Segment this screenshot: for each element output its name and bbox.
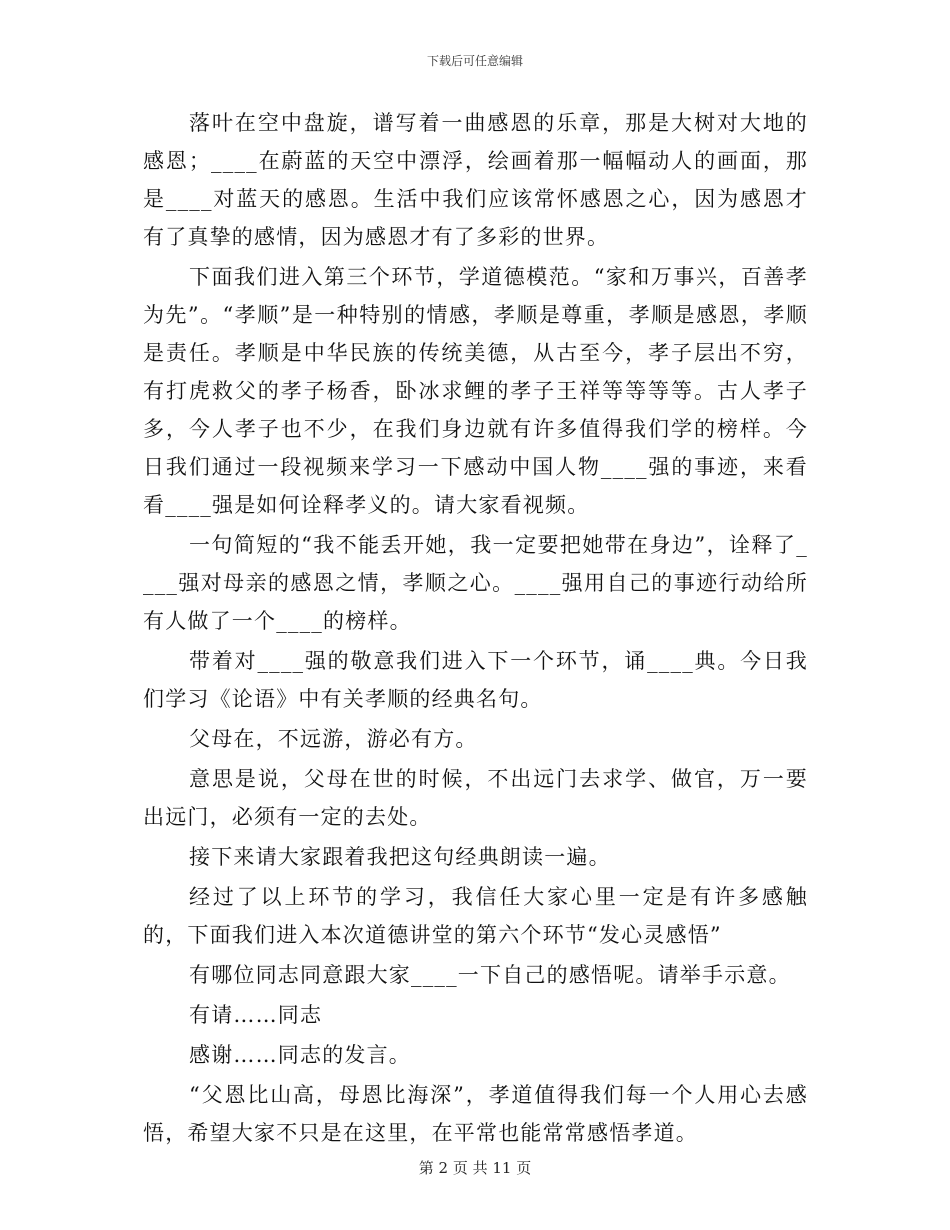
paragraph-closing: “父恩比山高，母恩比海深”，孝道值得我们每一个人用心去感悟，希望大家不只是在这里，在平常也能常常感悟孝道。 bbox=[143, 1083, 808, 1145]
paragraph-thanks-speaker: 感谢……同志的发言。 bbox=[189, 1043, 411, 1067]
document-body bbox=[143, 104, 808, 1152]
paragraph-share-invite: 有哪位同志同意跟大家____一下自己的感悟呢。请举手示意。 bbox=[189, 963, 791, 987]
paragraph-quote-meaning: 意思是说，父母在世的时候，不出远门去求学、做官，万一要出远门，必须有一定的去处。 bbox=[143, 767, 808, 829]
paragraph-sixth-section: 经过了以上环节的学习，我信任大家心里一定是有许多感触的，下面我们进入本次道德讲堂的第六个环节“发心灵感悟” bbox=[143, 885, 808, 947]
paragraph-read-aloud: 接下来请大家跟着我把这句经典朗读一遍。 bbox=[189, 845, 611, 869]
page-number: 第 2 页 共 11 页 bbox=[418, 1159, 532, 1177]
paragraph-moral-model: 下面我们进入第三个环节，学道德模范。“家和万事兴，百善孝为先”。“孝顺”是一种特别的情感，孝顺是尊重，孝顺是感恩，孝顺是责任。孝顺是中华民族的传统美德，从古至今，孝子层出不穷，有打虎救父的孝子杨香，卧冰求鲤的孝子王祥等等等等。古人孝子多，今人孝子也不少，在我们身边就有许多值得我们学的榜样。今日我们通过一段视频来学习一下感动中国人物____强的事迹，来看看____强是如何诠释孝义的。请大家看视频。 bbox=[143, 265, 808, 517]
paragraph-invite-speaker: 有请……同志 bbox=[189, 1003, 323, 1027]
paragraph-classics-intro: 带着对____强的敬意我们进入下一个环节，诵____典。今日我们学习《论语》中有关孝顺的经典名句。 bbox=[143, 649, 808, 711]
paragraph-gratitude-intro: 落叶在空中盘旋，谱写着一曲感恩的乐章，那是大树对大地的感恩；____在蔚蓝的天空中漂浮，绘画着那一幅幅动人的画面，那是____对蓝天的感恩。生活中我们应该常怀感恩之心，因为感恩才有了真挚的感情，因为感恩才有了多彩的世界。 bbox=[143, 111, 808, 249]
paragraph-classic-quote: 父母在，不远游，游必有方。 bbox=[189, 727, 478, 751]
page-header: 下载后可任意编辑 bbox=[426, 54, 523, 68]
paragraph-quote-explanation: 一句简短的“我不能丢开她，我一定要把她带在身边”，诠释了____强对母亲的感恩之情，孝顺之心。____强用自己的事迹行动给所有人做了一个____的榜样。 bbox=[143, 533, 808, 633]
